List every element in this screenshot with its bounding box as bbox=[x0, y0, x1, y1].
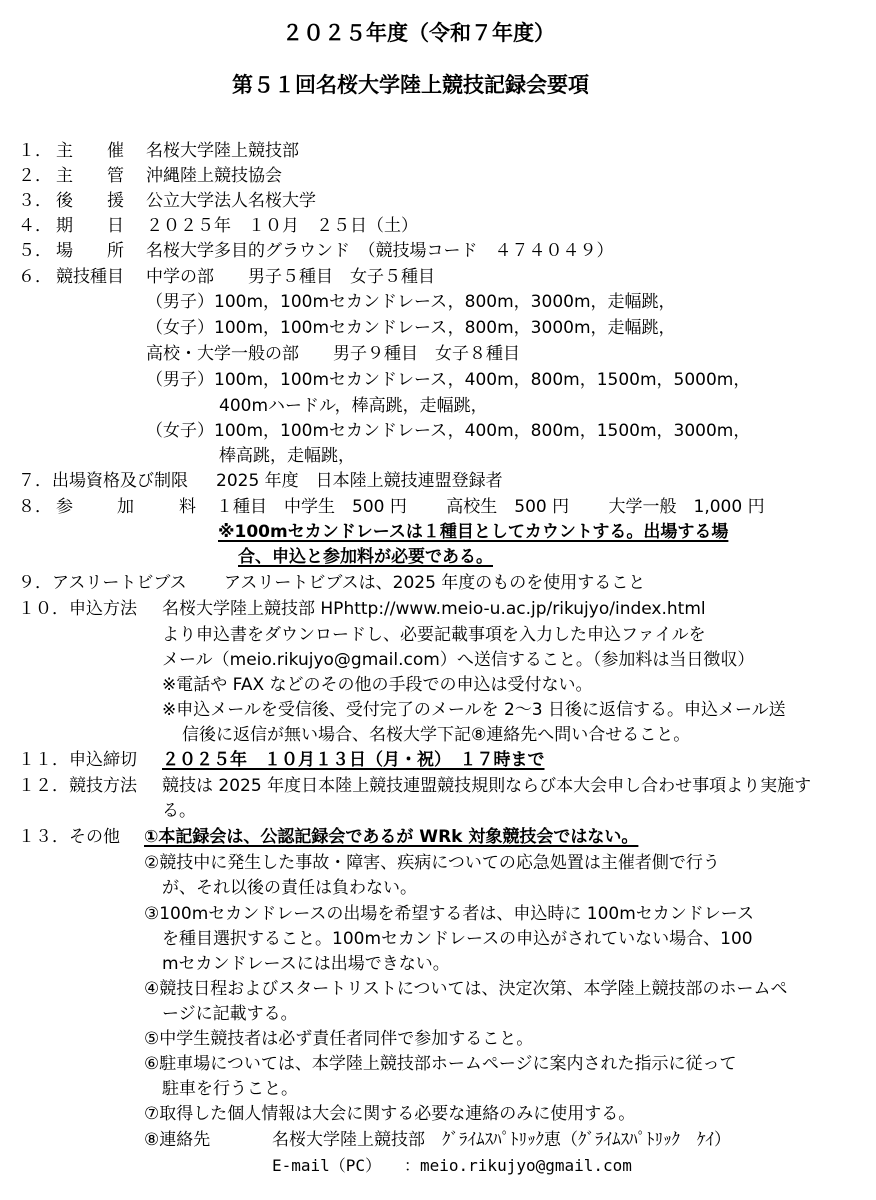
item-1-number: １． bbox=[18, 141, 52, 161]
application-line-2: より申込書をダウンロードし、必要記載事項を入力した申込ファイルを bbox=[162, 625, 706, 645]
hs-girls-events-1: （女子）100m，100mセカンドレース，400m，800m，1500m，3000m， bbox=[146, 421, 751, 441]
entry-fees: １種目 中学生 500 円 高校生 500 円 大学一般 1,000 円 bbox=[216, 497, 765, 517]
item-8-label-b: 加 bbox=[117, 497, 134, 517]
other-item-7: ⑦取得した個人情報は大会に関する必要な連絡のみに使用する。 bbox=[144, 1104, 636, 1124]
competition-method-2: る。 bbox=[162, 801, 196, 821]
application-line-4: ※電話や FAX などのその他の手段での申込は受付ない。 bbox=[162, 675, 593, 695]
item-2-number: ２． bbox=[18, 166, 52, 186]
item-1-value: 名桜大学陸上競技部 bbox=[146, 141, 299, 161]
item-5-value: 名桜大学多目的グラウンド （競技場コード ４７４０４９） bbox=[146, 241, 614, 261]
item-4-number: ４． bbox=[18, 216, 52, 236]
item-2-value: 沖縄陸上競技協会 bbox=[146, 166, 282, 186]
application-line-6: 信後に返信が無い場合、名桜大学下記⑧連絡先へ問い合せること。 bbox=[182, 725, 691, 745]
jhs-girls-events: （女子）100m，100mセカンドレース，800m，3000m，走幅跳， bbox=[146, 318, 676, 338]
item-10-label: １０．申込方法 bbox=[18, 599, 137, 619]
second-race-note-1: ※100mセカンドレースは１種目としてカウントする。出場する場 bbox=[218, 522, 729, 542]
email-address: ：meio.rikujyo@gmail.com bbox=[404, 1156, 632, 1175]
email-label: E-mail（PC） bbox=[272, 1156, 382, 1175]
other-item-3b: を種目選択すること。100mセカンドレースの申込がされていない場合、100 bbox=[162, 929, 753, 949]
application-line-5: ※申込メールを受信後、受付完了のメールを 2～3 日後に返信する。申込メール送 bbox=[162, 700, 786, 720]
application-line-1: 名桜大学陸上競技部 HPhttp://www.meio-u.ac.jp/rikujyo/index.html bbox=[162, 599, 706, 619]
item-6-number: ６． bbox=[18, 267, 52, 287]
page-title: 第５１回名桜大学陸上競技記録会要項 bbox=[232, 73, 589, 97]
item-1-label: 主 催 bbox=[56, 141, 124, 161]
item-9-label: ９．アスリートビブス bbox=[18, 573, 187, 593]
item-7-label: ７．出場資格及び制限 bbox=[18, 471, 188, 491]
item-5-label: 場 所 bbox=[56, 241, 124, 261]
other-item-1: ①本記録会は、公認記録会であるが WRk 対象競技会ではない。 bbox=[144, 827, 639, 847]
item-4-label: 期 日 bbox=[56, 216, 124, 236]
other-item-3a: ③100mセカンドレースの出場を希望する者は、申込時に 100mセカンドレース bbox=[144, 904, 754, 924]
other-item-3c: mセカンドレースには出場できない。 bbox=[162, 954, 450, 974]
hs-boys-events-1: （男子）100m，100mセカンドレース，400m，800m，1500m，5000m， bbox=[146, 370, 751, 390]
item-9-value: アスリートビブスは、2025 年度のものを使用すること bbox=[224, 573, 646, 593]
hs-heading: 高校・大学一般の部 男子９種目 女子８種目 bbox=[146, 344, 520, 364]
item-8-number: ８． bbox=[18, 497, 52, 517]
item-4-value: ２０２５年 １０月 ２５日（土） bbox=[146, 216, 418, 236]
year-heading: ２０２５年度（令和７年度） bbox=[282, 21, 555, 45]
application-deadline: ２０２５年 １０月１３日（月・祝） １７時まで bbox=[162, 750, 545, 770]
item-8-label-a: 参 bbox=[56, 497, 73, 517]
contact-value: 名桜大学陸上競技部 ｸﾞﾗｲﾑｽﾊﾟﾄﾘｯｸ恵（ｸﾞﾗｲﾑｽﾊﾟﾄﾘｯｸ ｹｲ） bbox=[272, 1130, 731, 1150]
second-race-note-2: 合、申込と参加料が必要である。 bbox=[238, 547, 493, 567]
jhs-heading: 中学の部 男子５種目 女子５種目 bbox=[146, 267, 435, 287]
item-3-value: 公立大学法人名桜大学 bbox=[146, 191, 316, 211]
other-item-5: ⑤中学生競技者は必ず責任者同伴で参加すること。 bbox=[144, 1029, 534, 1049]
contact-label: ⑧連絡先 bbox=[144, 1130, 211, 1150]
hs-girls-events-2: 棒高跳，走幅跳， bbox=[219, 446, 355, 466]
other-item-2a: ②競技中に発生した事故・障害、疾病についての応急処置は主催者側で行う bbox=[144, 853, 720, 873]
application-line-3: メール（meio.rikujyo@gmail.com）へ送信すること。（参加料は当日徴収） bbox=[162, 650, 755, 670]
jhs-boys-events: （男子）100m，100mセカンドレース，800m，3000m，走幅跳， bbox=[146, 292, 676, 312]
other-item-6b: 駐車を行うこと。 bbox=[162, 1079, 298, 1099]
item-3-label: 後 援 bbox=[56, 191, 124, 211]
other-item-2b: が、それ以後の責任は負わない。 bbox=[162, 878, 417, 898]
other-item-6a: ⑥駐車場については、本学陸上競技部ホームページに案内された指示に従って bbox=[144, 1054, 737, 1074]
item-8-label-c: 料 bbox=[179, 497, 196, 517]
other-item-4b: ージに記載する。 bbox=[162, 1004, 298, 1024]
item-12-label: １２．競技方法 bbox=[18, 776, 137, 796]
item-13-label: １３．その他 bbox=[18, 827, 120, 847]
item-5-number: ５． bbox=[18, 241, 52, 261]
item-3-number: ３． bbox=[18, 191, 52, 211]
other-item-4a: ④競技日程およびスタートリストについては、決定次第、本学陸上競技部のホームペ bbox=[144, 979, 788, 999]
competition-method-1: 競技は 2025 年度日本陸上競技連盟競技規則ならび本大会申し合わせ事項より実施す bbox=[162, 776, 812, 796]
item-2-label: 主 管 bbox=[56, 166, 124, 186]
item-11-label: １１．申込締切 bbox=[18, 750, 137, 770]
hs-boys-events-2: 400mハードル，棒高跳，走幅跳， bbox=[219, 396, 488, 416]
item-7-value: 2025 年度 日本陸上競技連盟登録者 bbox=[216, 471, 503, 491]
item-6-label: 競技種目 bbox=[56, 267, 124, 287]
